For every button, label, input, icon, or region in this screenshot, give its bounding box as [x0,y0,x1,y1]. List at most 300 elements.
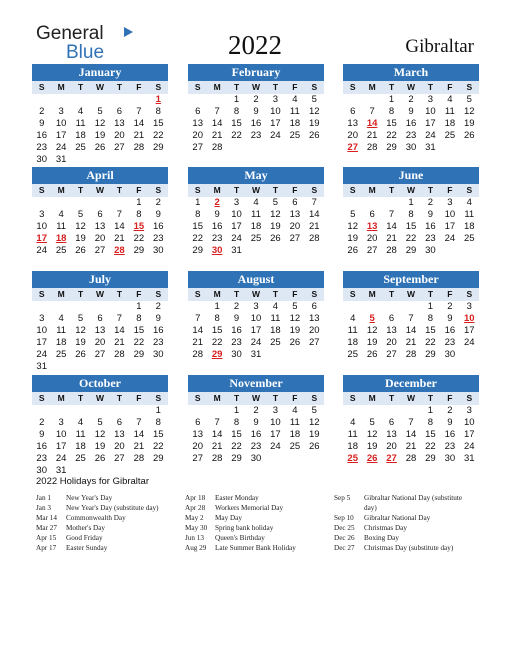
day-cell: 8 [136,313,142,324]
day-blank [32,301,51,313]
day-cell: 27 [94,245,106,256]
day-cell: 21 [114,337,125,348]
day-cell: 11 [289,417,300,428]
day-blank [362,301,381,313]
day-cell: 12 [289,313,301,324]
day-cell: 12 [75,221,86,232]
day-cell: 7 [369,106,375,117]
day-cell: 12 [94,118,106,129]
day-cell: 1 [136,301,142,312]
holidays-title: 2022 Holidays for Gibraltar [36,476,149,487]
weekday-label: S [155,393,162,403]
day-cell: 4 [77,106,84,117]
month-april [32,167,168,257]
day-cell: 17 [463,429,475,440]
day-cell: 10 [231,209,242,220]
day-cell: 20 [192,441,203,452]
day-blank [401,405,420,417]
day-blank [71,197,90,209]
weekday-label: M [368,289,376,299]
day-cell: 13 [114,118,125,129]
day-cell: 31 [55,154,67,165]
day-grid [343,405,479,465]
day-cell: 25 [270,337,281,348]
day-grid [32,301,168,373]
day-cell: 20 [114,130,125,141]
weekday-label: S [349,289,356,299]
day-blank [90,301,109,313]
weekday-label: T [272,289,279,299]
day-cell: 17 [55,130,67,141]
day-cell: 26 [366,349,378,360]
day-blank [343,94,362,106]
weekday-header [343,392,479,405]
month-title: May [188,167,324,184]
day-cell: 17 [250,325,262,336]
weekday-label: F [447,185,453,195]
day-cell: 29 [192,245,203,256]
day-cell: 19 [347,233,358,244]
day-cell: 15 [192,221,203,232]
day-cell: 24 [250,337,262,348]
day-cell: 29 [152,453,164,464]
day-cell: 2 [155,301,161,312]
day-cell: 7 [116,209,123,220]
day-cell: 24 [36,245,47,256]
day-cell: 19 [308,429,320,440]
day-cell: 4 [447,94,453,105]
day-cell: 22 [386,130,397,141]
day-cell: 12 [75,325,86,336]
day-cell: 28 [386,245,397,256]
day-cell: 8 [155,417,161,428]
weekday-label: F [136,393,142,403]
month-title: June [343,167,479,184]
day-cell: 19 [366,337,378,348]
day-cell: 20 [289,221,301,232]
day-cell: 7 [408,417,414,428]
day-cell: 6 [388,313,395,324]
day-blank [71,301,90,313]
day-blank [362,94,381,106]
day-cell: 20 [114,441,125,452]
month-july [32,271,168,373]
day-cell: 21 [114,233,125,244]
day-cell: 28 [211,142,223,153]
day-cell: 27 [366,245,378,256]
month-may [188,167,324,257]
month-title: January [32,64,168,81]
weekday-label: T [427,393,434,403]
day-cell: 28 [133,142,145,153]
day-cell: 19 [75,233,86,244]
day-cell: 13 [192,429,203,440]
weekday-label: T [116,185,123,195]
holiday-name: day) [364,504,377,512]
weekday-label: T [77,393,84,403]
day-cell: 26 [94,142,106,153]
weekday-label: S [38,289,45,299]
day-cell: 10 [36,221,47,232]
day-cell: 4 [58,209,64,220]
month-february [188,64,324,154]
day-cell: 10 [444,209,456,220]
holiday-date: Mar 27 [36,524,57,532]
day-cell: 3 [233,197,240,208]
day-cell: 17 [231,221,242,232]
holiday-day: 17 [36,233,47,244]
day-cell: 16 [36,441,47,452]
weekday-label: T [272,82,279,92]
holiday-row [36,543,159,553]
weekday-header [188,81,324,94]
holiday-name: Commonwealth Day [66,514,126,522]
day-cell: 20 [94,337,106,348]
day-cell: 20 [94,233,106,244]
day-blank [188,94,207,106]
day-cell: 11 [464,209,475,220]
day-cell: 24 [463,441,475,452]
weekday-label: W [95,185,104,195]
day-cell: 9 [253,417,259,428]
weekday-header [343,288,479,301]
holiday-name: Boxing Day [364,534,399,542]
holiday-date: Aug 29 [185,544,207,552]
weekday-label: W [251,185,260,195]
day-cell: 30 [405,142,417,153]
holiday-row [334,503,462,513]
day-cell: 1 [155,405,161,416]
day-cell: 31 [425,142,436,153]
day-cell: 16 [405,118,417,129]
day-cell: 23 [250,130,262,141]
day-cell: 2 [39,417,45,428]
weekday-label: W [251,289,260,299]
weekday-label: W [95,289,104,299]
weekday-label: W [95,82,104,92]
day-cell: 11 [251,209,261,220]
weekday-header [188,288,324,301]
day-cell: 4 [350,417,356,428]
day-cell: 11 [75,118,86,129]
day-cell: 28 [405,453,417,464]
day-cell: 19 [308,118,320,129]
day-cell: 6 [116,106,123,117]
day-cell: 9 [427,209,434,220]
day-cell: 25 [289,441,301,452]
weekday-label: S [311,185,318,195]
month-title: February [188,64,324,81]
day-cell: 1 [233,405,240,416]
weekday-label: M [213,82,221,92]
day-cell: 2 [408,94,414,105]
day-cell: 23 [405,130,417,141]
weekday-label: T [388,289,395,299]
day-cell: 9 [155,313,161,324]
day-cell: 26 [308,130,320,141]
weekday-label: T [116,393,123,403]
day-cell: 7 [214,106,220,117]
day-cell: 25 [75,453,86,464]
day-cell: 7 [388,209,395,220]
holiday-day: 14 [366,118,378,129]
day-cell: 9 [447,417,453,428]
day-cell: 3 [272,405,279,416]
day-cell: 12 [366,325,378,336]
day-cell: 7 [136,417,142,428]
month-january [32,64,168,166]
day-cell: 24 [444,233,456,244]
day-blank [32,405,51,417]
holiday-name: Easter Monday [215,494,259,502]
day-cell: 27 [192,453,203,464]
weekday-label: M [368,185,376,195]
month-title: August [188,271,324,288]
day-cell: 23 [211,233,223,244]
day-cell: 12 [270,209,281,220]
day-cell: 16 [444,325,456,336]
weekday-label: T [77,289,84,299]
weekday-label: M [368,82,376,92]
day-cell: 23 [444,337,456,348]
weekday-label: F [136,289,142,299]
weekday-label: S [311,289,318,299]
day-cell: 10 [55,429,67,440]
day-cell: 13 [114,429,125,440]
holiday-date: May 30 [185,524,208,532]
day-cell: 3 [253,301,259,312]
day-cell: 25 [55,245,67,256]
day-cell: 13 [289,209,301,220]
day-cell: 23 [152,337,164,348]
day-cell: 4 [350,313,356,324]
day-cell: 28 [211,453,223,464]
holiday-name: New Year's Day [66,494,113,502]
day-cell: 10 [270,417,281,428]
month-title: December [343,375,479,392]
day-blank [90,94,109,106]
day-cell: 18 [347,337,358,348]
day-cell: 9 [408,106,414,117]
day-cell: 22 [133,233,145,244]
day-cell: 17 [425,118,436,129]
day-cell: 2 [447,301,453,312]
day-cell: 27 [114,453,125,464]
month-title: July [32,271,168,288]
day-cell: 4 [292,405,298,416]
day-cell: 29 [405,245,417,256]
day-cell: 6 [116,417,123,428]
weekday-header [343,81,479,94]
holiday-date [334,503,364,513]
month-title: October [32,375,168,392]
weekday-label: T [116,289,123,299]
day-cell: 3 [427,94,434,105]
day-cell: 31 [250,349,262,360]
day-cell: 16 [250,118,262,129]
day-cell: 21 [211,441,223,452]
weekday-label: S [155,185,162,195]
day-cell: 3 [39,313,45,324]
day-cell: 29 [425,453,436,464]
day-blank [51,301,70,313]
day-blank [188,405,207,417]
day-cell: 31 [231,245,242,256]
calendar-country: Gibraltar [405,36,474,57]
holiday-date: Jan 3 [36,504,51,512]
day-grid [32,197,168,257]
day-cell: 5 [311,94,317,105]
day-cell: 13 [192,118,203,129]
holiday-name: May Day [215,514,242,522]
weekday-label: M [368,393,376,403]
holiday-day: 29 [211,349,223,360]
holiday-date: Sep 5 [334,494,351,502]
day-cell: 23 [250,441,262,452]
day-cell: 13 [94,325,106,336]
day-cell: 21 [386,233,397,244]
weekday-label: M [57,393,65,403]
holiday-row [185,493,296,503]
day-cell: 6 [97,313,103,324]
weekday-label: S [155,82,162,92]
day-cell: 18 [444,118,456,129]
day-cell: 30 [250,453,262,464]
day-cell: 22 [152,130,164,141]
day-cell: 29 [133,245,145,256]
day-cell: 30 [152,245,164,256]
weekday-header [32,81,168,94]
logo-text-blue: Blue [66,42,105,63]
day-cell: 25 [75,142,86,153]
day-cell: 27 [94,349,106,360]
month-september [343,271,479,361]
holiday-day: 1 [155,94,161,105]
day-blank [188,301,207,313]
weekday-label: T [272,185,279,195]
day-cell: 3 [447,197,453,208]
day-cell: 28 [114,349,125,360]
day-cell: 19 [270,221,281,232]
day-cell: 10 [463,417,475,428]
holiday-date: May 2 [185,514,204,522]
day-cell: 8 [155,106,161,117]
day-grid [188,405,324,465]
month-title: April [32,167,168,184]
day-cell: 22 [211,337,223,348]
weekday-label: F [136,82,142,92]
day-cell: 4 [466,197,472,208]
weekday-header [188,184,324,197]
month-august [188,271,324,361]
day-cell: 18 [289,429,301,440]
day-cell: 27 [289,233,301,244]
day-cell: 19 [463,118,475,129]
month-june [343,167,479,257]
day-cell: 23 [36,142,47,153]
weekday-label: T [427,185,434,195]
day-cell: 26 [463,130,475,141]
weekday-label: T [77,185,84,195]
day-cell: 30 [444,453,456,464]
holiday-name: New Year's Day (substitute day) [66,504,159,512]
day-cell: 7 [136,106,142,117]
weekday-label: F [447,82,453,92]
day-cell: 6 [311,301,317,312]
weekday-label: T [77,82,84,92]
calendar-year: 2022 [228,30,282,60]
day-cell: 19 [366,441,378,452]
day-cell: 5 [369,417,375,428]
holiday-row [36,503,159,513]
weekday-label: T [272,393,279,403]
day-cell: 24 [270,441,281,452]
day-blank [110,197,129,209]
day-cell: 30 [152,349,164,360]
holiday-name: Late Summer Bank Holiday [215,544,296,552]
holiday-row [36,533,159,543]
day-blank [51,197,70,209]
day-cell: 6 [369,209,375,220]
day-cell: 1 [136,197,142,208]
day-cell: 3 [39,209,45,220]
day-cell: 22 [425,441,436,452]
day-blank [32,197,51,209]
day-cell: 16 [425,221,436,232]
day-cell: 2 [155,197,161,208]
day-blank [51,94,70,106]
weekday-label: T [427,289,434,299]
day-cell: 20 [386,441,397,452]
day-blank [382,197,401,209]
day-cell: 24 [425,130,436,141]
holiday-date: Mar 14 [36,514,57,522]
day-cell: 29 [425,349,436,360]
holiday-row [36,493,159,503]
day-cell: 22 [231,130,242,141]
day-cell: 6 [195,417,201,428]
day-cell: 12 [308,417,320,428]
day-cell: 20 [192,130,203,141]
weekday-header [32,392,168,405]
weekday-label: W [95,393,104,403]
logo-text-general: General [36,23,104,44]
day-blank [110,301,129,313]
day-cell: 8 [427,417,434,428]
holiday-name: Mother's Day [66,524,106,532]
day-cell: 16 [444,429,456,440]
day-cell: 1 [388,94,395,105]
day-cell: 16 [231,325,242,336]
day-cell: 16 [152,325,164,336]
day-cell: 15 [152,429,164,440]
holiday-day: 15 [133,221,145,232]
day-cell: 27 [114,142,125,153]
day-blank [343,301,362,313]
day-cell: 19 [75,337,86,348]
day-cell: 28 [366,142,378,153]
day-cell: 10 [425,106,436,117]
day-cell: 14 [308,209,320,220]
day-cell: 15 [425,429,436,440]
day-cell: 1 [408,197,414,208]
day-cell: 4 [253,197,259,208]
holiday-date: Jun 13 [185,534,204,542]
holiday-name: Queen's Birthday [215,534,265,542]
day-cell: 21 [192,337,203,348]
day-cell: 6 [97,209,103,220]
day-cell: 2 [39,106,45,117]
